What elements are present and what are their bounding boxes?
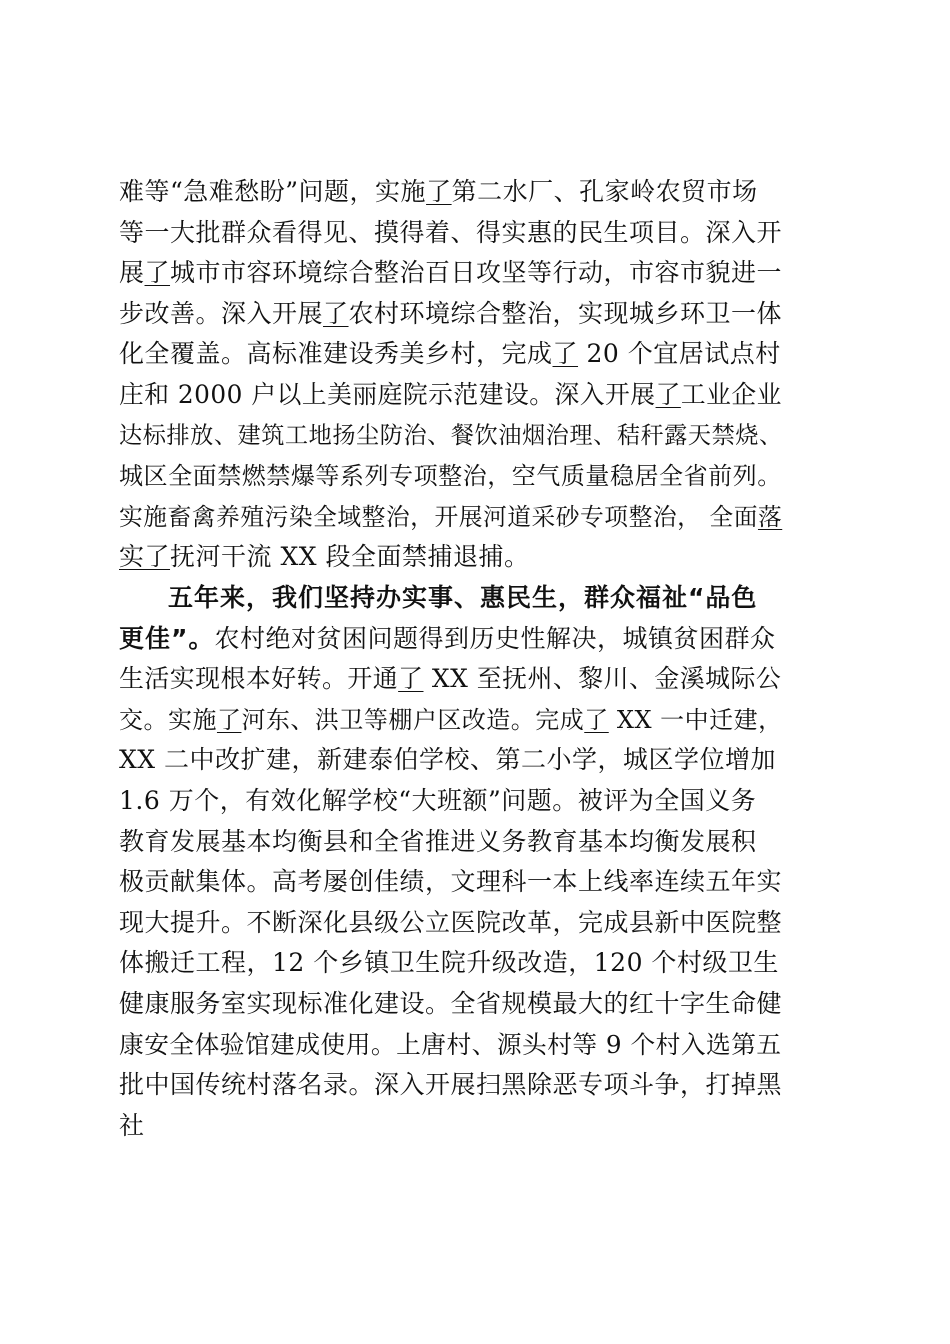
bold-heading-text: 更佳”。 [119, 623, 215, 653]
text-segment: 农村环境综合整治，实现城乡环卫一体 [348, 298, 783, 328]
underlined-text: 了 [426, 177, 452, 206]
text-line [119, 1065, 782, 1105]
text-segment: 体搬迁工程，12 个乡镇卫生院升级改造，120 个村级卫生 [119, 948, 779, 978]
text-line [119, 862, 782, 902]
text-line [119, 903, 782, 943]
text-segment: 展 [119, 258, 145, 288]
text-segment: 20 个宜居试点村 [578, 339, 781, 369]
text-segment: 抚河干流 XX 段全面禁捕退捕。 [170, 542, 530, 572]
text-line [119, 1025, 782, 1065]
text-line [119, 943, 779, 983]
text-line [119, 1106, 145, 1146]
text-line [119, 334, 781, 374]
text-segment: 步改善。深入开展 [119, 298, 324, 328]
text-segment: 城市市容环境综合整治百日攻坚等行动，市容市貌进一 [170, 258, 783, 288]
text-segment: XX 二中改扩建，新建泰伯学校、第二小学，城区学位增加 [119, 745, 777, 775]
text-line [119, 172, 758, 212]
text-line [168, 578, 757, 618]
text-line [119, 253, 782, 293]
text-line [119, 213, 782, 253]
text-segment: XX 一中迁建， [608, 705, 783, 734]
text-segment: 康安全体验馆建成使用。上唐村、源头村等 9 个村入选第五 [119, 1029, 782, 1059]
underlined-text: 了 [655, 380, 681, 409]
text-line [119, 456, 782, 496]
text-segment: 化全覆盖。高标准建设秀美乡村，完成 [119, 339, 553, 369]
underlined-text: 了 [323, 298, 349, 328]
text-segment: 城区全面禁燃禁爆等系列专项整治，空气质量稳居全省前列。 [119, 462, 782, 491]
text-line [119, 781, 756, 821]
underlined-text: 了 [216, 705, 242, 734]
text-segment: 极贡献集体。高考屡创佳绩，文理科一本上线率连续五年实 [119, 867, 783, 897]
text-segment: 第二水厂、孔家岭农贸市场 [451, 177, 758, 206]
text-segment: 教育发展基本均衡县和全省推进义务教育基本均衡发展积 [119, 826, 757, 856]
text-line [119, 984, 782, 1024]
text-line [119, 537, 530, 577]
text-line [119, 416, 783, 456]
text-segment: 达标排放、建筑工地扬尘防治、餐饮油烟治理、秸秆露天禁烧、 [119, 421, 783, 449]
underlined-text: 了 [398, 664, 424, 694]
text-segment: 生活实现根本好转。开通 [119, 664, 399, 694]
text-line [119, 497, 782, 537]
text-segment: 农村绝对贫困问题得到历史性解决，城镇贫困群众 [214, 623, 776, 653]
text-line [119, 822, 757, 862]
text-segment: 工业企业 [680, 380, 782, 409]
text-line [119, 375, 782, 415]
text-segment: 难等“急难愁盼”问题，实施 [119, 177, 427, 206]
text-segment: XX 至抚州、黎川、金溪城际公 [423, 664, 782, 694]
underlined-text: 落 [757, 502, 783, 531]
text-segment: 1.6 万个，有效化解学校“大班额”问题。被评为全国义务 [119, 786, 757, 815]
text-segment: 河东、洪卫等棚户区改造。完成 [241, 705, 585, 734]
underlined-text: 实了 [119, 542, 171, 572]
text-segment: 交。实施 [119, 705, 217, 734]
bold-heading-text: 五年来，我们坚持办实事、惠民生，群众福祉“品色 [168, 583, 758, 612]
text-line [119, 294, 782, 334]
text-line [119, 659, 781, 699]
text-line [119, 740, 776, 780]
text-segment: 现大提升。不断深化县级公立医院改革，完成县新中医院整 [119, 907, 783, 937]
underlined-text: 了 [144, 258, 171, 288]
text-segment: 等一大批群众看得见、摸得着、得实惠的民生项目。深入开 [119, 217, 783, 247]
text-line [119, 619, 775, 659]
underlined-text: 了 [552, 339, 579, 369]
text-segment: 健康服务室实现标准化建设。全省规模最大的红十字生命健 [119, 989, 783, 1018]
text-segment: 实施畜禽养殖污染全域整治，开展河道采砂专项整治， 全面 [119, 502, 758, 531]
text-line [119, 700, 783, 740]
text-segment: 社 [119, 1110, 145, 1140]
text-segment: 庄和 2000 户以上美丽庭院示范建设。深入开展 [119, 380, 656, 409]
underlined-text: 了 [584, 705, 609, 734]
text-segment: 批中国传统村落名录。深入开展扫黑除恶专项斗争，打掉黑 [119, 1070, 783, 1100]
